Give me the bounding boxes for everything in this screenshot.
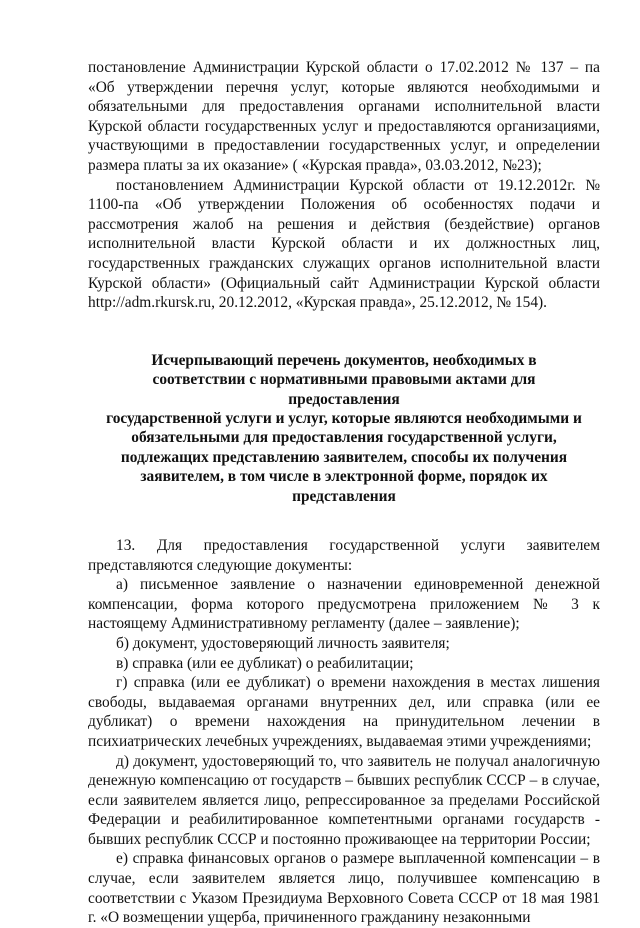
list-item-f: е) справка финансовых органов о размере выплаченной компенсации – в случае, если заявителем является лицо, получившее компенсацию в соответствии с Указом Президиума Верховного Совета СССР от 18 мая 1981 г. «О возмещении ущерба, причиненного гражданину незаконными [88,850,600,927]
list-item-d: г) справка (или ее дубликат) о времени нахождения в местах лишения свободы, выдаваемая органами внутренних дел, или справка (или ее дубликат) о времени нахождения на принудительном лечении в психиатрических лечебных учреждениях, выдаваемая этими учреждениями; [88,674,600,750]
list-item-a: а) письменное заявление о назначении единовременной денежной компенсации, форма которого предусмотрена приложением № 3 к настоящему Административному регламенту (далее – заявление); [88,576,600,633]
list-item-c: в) справка (или ее дубликат) о реабилитации; [116,654,414,672]
intro-paragraph-1: постановление Администрации Курской области о 17.02.2012 № 137 – па «Об утверждении перечня услуг, которые являются необходимыми и обязательными для предоставления органами исполнительной власти Курской области государственных услуг и предоставляются организациями, участвующими в предоставлении государственных услуг, и определении размера платы за их оказание» ( «Курская правда», 03.03.2012, №23); [88,59,600,174]
heading-line: соответствии с нормативными правовыми актами для предоставления [152,371,536,408]
heading-line: заявителем, в том числе в электронной форме, порядок их [140,468,548,486]
intro-paragraph-2: постановлением Администрации Курской области от 19.12.2012г. № 1100-па «Об утверждении Положения об особенностях подачи и рассмотрения жалоб на решения и действия (бездействие) органов исполнительной власти Курской области и их должностных лиц, государственных гражданских служащих органов исполнительной власти Курской области» (Официальный сайт Администрации Курской области http://adm.rkursk.ru, 20.12.2012, «Курская правда», 25.12.2012, № 154). [88,176,600,312]
heading-line: государственной услуги и услуг, которые являются необходимыми и [106,409,582,427]
heading-line: Исчерпывающий перечень документов, необходимых в [151,351,537,369]
section-lead-paragraph: 13. Для предоставления государственной услуги заявителем представляются следующие документы: [88,536,600,574]
heading-line: обязательными для предоставления государственной услуги, [131,429,557,447]
list-item-e: д) документ, удостоверяющий то, что заявитель не получал аналогичную денежную компенсацию от государств – бывших республик СССР – в случае, если заявителем является лицо, репрессированное за пределами Российской Федерации и реабилитированное компетентными органами государств - бывших республик СССР и постоянно проживающее на территории России; [88,752,600,848]
heading-line: представления [292,487,396,505]
heading-line: подлежащих представлению заявителем, способы их получения [120,448,568,466]
list-item-b: б) документ, удостоверяющий личность заявителя; [116,634,450,652]
section-heading [88,351,600,506]
